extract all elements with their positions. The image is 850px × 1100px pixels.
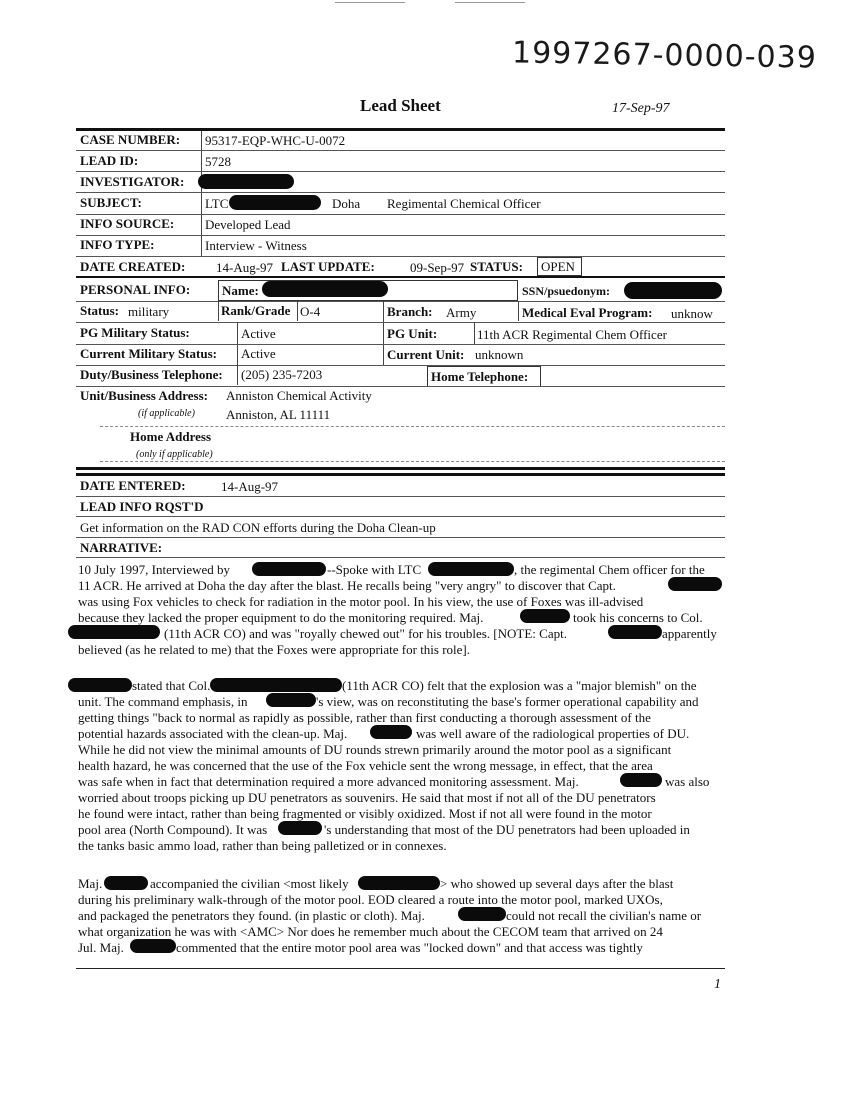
pg-unit-label: PG Unit:	[387, 326, 438, 341]
date-entered-value: 14-Aug-97	[221, 479, 279, 494]
narrative-text: took his concerns to Col.	[573, 610, 703, 625]
divider	[76, 301, 725, 302]
divider	[76, 496, 725, 497]
last-update-value: 09-Sep-97	[410, 260, 465, 275]
medical-eval-label: Medical Eval Program:	[522, 305, 653, 320]
divider	[76, 214, 725, 215]
narrative-text: Jul. Maj.	[78, 940, 124, 955]
divider	[76, 365, 725, 366]
divider	[76, 516, 725, 517]
narrative-text: he found were intact, rather than being fragmented or visibly oxidized. Most if not all were found in the motor	[78, 806, 652, 821]
medical-eval-value: unknow	[671, 306, 713, 321]
redaction	[620, 773, 662, 787]
narrative-text: 11 ACR. He arrived at Doha the day after the blast. He recalls being "very angry" to discover that Capt.	[78, 578, 616, 593]
section-rule	[76, 276, 725, 278]
current-military-status-label: Current Military Status:	[80, 346, 217, 361]
duty-phone-label: Duty/Business Telephone:	[80, 367, 223, 382]
narrative-text: was well aware of the radiological properties of DU.	[416, 726, 690, 741]
only-if-applicable-note: (only if applicable)	[136, 449, 213, 460]
redaction	[68, 678, 132, 692]
footer-rule	[76, 968, 725, 969]
divider	[76, 344, 725, 345]
narrative-text: (11th ACR CO) and was "royally chewed out" for his troubles. [NOTE: Capt.	[164, 626, 567, 641]
narrative-text: health hazard, he was concerned that the use of the Fox vehicle sent the wrong message, in effect, that the area	[78, 758, 653, 773]
divider	[76, 557, 725, 558]
narrative-text: Maj.	[78, 876, 103, 891]
report-date: 17-Sep-97	[612, 101, 670, 116]
divider	[100, 426, 725, 427]
narrative-text: apparently	[662, 626, 717, 641]
redaction	[68, 625, 160, 639]
narrative-text: worried about troops picking up DU penetrators as souvenirs. He said that most if not all of the DU penetrators	[78, 790, 656, 805]
subject-role: Regimental Chemical Officer	[387, 196, 541, 211]
narrative-text: during his preliminary walk-through of the motor pool. EOD cleared a route into the motor pool, marked UXOs,	[78, 892, 663, 907]
narrative-text: because they lacked the proper equipment to do the monitoring required. Maj.	[78, 610, 484, 625]
redaction	[262, 281, 388, 297]
duty-phone-value: (205) 235-7203	[241, 367, 323, 382]
redaction	[252, 562, 326, 576]
narrative-text: believed (as he related to me) that the Foxes were appropriate for this role].	[78, 642, 471, 657]
narrative-text: getting things "back to normal as rapidly as possible, rather than first conducting a thorough assessment of the	[78, 710, 651, 725]
narrative-text: what organization he was with <AMC> Nor does he remember much about the CECOM team that arrived on 24	[78, 924, 663, 939]
redaction	[458, 907, 506, 921]
name-label: Name:	[222, 283, 259, 298]
branch-label: Branch:	[387, 304, 433, 319]
section-rule	[76, 473, 725, 476]
pg-military-status-value: Active	[241, 326, 276, 341]
case-number-label: CASE NUMBER:	[80, 132, 181, 147]
redaction	[358, 876, 440, 890]
current-unit-label: Current Unit:	[387, 347, 465, 362]
top-rule	[76, 128, 725, 131]
personal-info-label: PERSONAL INFO:	[80, 282, 191, 297]
status-label: STATUS:	[470, 259, 523, 274]
redaction	[520, 609, 570, 623]
redaction	[266, 693, 316, 707]
home-phone-label: Home Telephone:	[431, 369, 529, 384]
mil-status-value: military	[128, 304, 170, 319]
narrative-text: potential hazards associated with the clean-up. Maj.	[78, 726, 348, 741]
rank-label: Rank/Grade	[221, 303, 291, 318]
pg-military-status-label: PG Military Status:	[80, 325, 190, 340]
lead-id-value: 5728	[205, 154, 231, 169]
redaction	[624, 282, 722, 299]
narrative-text: the tanks basic ammo load, rather than being palletized or in connexes.	[78, 838, 447, 853]
narrative-text: 's view, was on reconstituting the base's former operational capability and	[316, 694, 699, 709]
divider	[100, 461, 725, 462]
info-type-value: Interview - Witness	[205, 238, 307, 253]
ssn-label: SSN/psuedonym:	[522, 284, 611, 298]
info-source-value: Developed Lead	[205, 217, 291, 232]
narrative-text: was also	[665, 774, 710, 789]
subject-prefix: LTC	[205, 196, 229, 211]
redaction	[428, 562, 514, 576]
narrative-text: > who showed up several days after the blast	[440, 876, 674, 891]
section-rule	[76, 467, 725, 470]
narrative-text: stated that Col.	[132, 678, 211, 693]
divider	[518, 301, 519, 321]
redaction	[210, 678, 342, 692]
page-title: Lead Sheet	[360, 96, 441, 115]
case-number-value: 95317-EQP-WHC-U-0072	[205, 133, 346, 148]
current-unit-value: unknown	[475, 347, 524, 362]
lead-info-value: Get information on the RAD CON efforts during the Doha Clean-up	[80, 520, 436, 535]
unit-city-value: Anniston, AL 11111	[226, 407, 331, 422]
redaction	[278, 821, 322, 835]
divider	[76, 235, 725, 236]
narrative-text: 10 July 1997, Interviewed by	[78, 562, 231, 577]
document-number: 1997267-0000-039	[511, 35, 818, 76]
status-badge: OPEN	[537, 257, 582, 276]
divider	[76, 256, 725, 257]
redaction	[229, 195, 321, 210]
divider	[76, 386, 725, 387]
redaction	[608, 625, 662, 639]
redaction	[104, 876, 148, 890]
date-created-value: 14-Aug-97	[216, 260, 274, 275]
lead-id-label: LEAD ID:	[80, 153, 139, 168]
subject-label: SUBJECT:	[80, 195, 142, 210]
divider	[76, 537, 725, 538]
divider	[76, 171, 725, 172]
divider	[76, 150, 725, 151]
divider	[76, 322, 725, 323]
scan-mark	[455, 2, 525, 3]
narrative-text: was safe when in fact that determination required a more advanced monitoring assessment. Maj.	[78, 774, 579, 789]
narrative-text: accompanied the civilian <most likely	[150, 876, 349, 891]
current-military-status-value: Active	[241, 346, 276, 361]
redaction	[130, 939, 176, 953]
narrative-text: While he did not view the minimal amounts of DU rounds strewn primarily around the motor pool as a significant	[78, 742, 672, 757]
branch-value: Army	[446, 305, 477, 320]
narrative-text: --Spoke with LTC	[327, 562, 422, 577]
subject-location: Doha	[332, 196, 361, 211]
redaction	[668, 577, 722, 591]
divider	[237, 365, 238, 385]
last-update-label: LAST UPDATE:	[281, 259, 375, 274]
divider	[76, 192, 725, 193]
narrative-text: unit. The command emphasis, in	[78, 694, 248, 709]
mil-status-label: Status:	[80, 303, 120, 318]
divider	[383, 301, 384, 365]
page-number: 1	[714, 977, 721, 992]
narrative-text: (11th ACR CO) felt that the explosion was a "major blemish" on the	[342, 678, 697, 693]
narrative-text: 's understanding that most of the DU penetrators had been uploaded in	[324, 822, 690, 837]
narrative-text: could not recall the civilian's name or	[506, 908, 702, 923]
divider	[218, 301, 219, 321]
rank-value: O-4	[300, 304, 321, 319]
lead-info-label: LEAD INFO RQST'D	[80, 499, 204, 514]
date-entered-label: DATE ENTERED:	[80, 478, 186, 493]
divider	[474, 322, 475, 344]
if-applicable-note: (if applicable)	[138, 408, 195, 419]
narrative-text: was using Fox vehicles to check for radiation in the motor pool. In his view, the use of Foxes was ill-advised	[78, 594, 644, 609]
redaction	[198, 174, 294, 189]
narrative-text: , the regimental Chem officer for the	[514, 562, 705, 577]
info-source-label: INFO SOURCE:	[80, 216, 175, 231]
redaction	[370, 725, 412, 739]
home-address-label: Home Address	[130, 429, 212, 444]
unit-address-value: Anniston Chemical Activity	[226, 388, 372, 403]
scan-mark	[335, 2, 405, 3]
narrative-text: commented that the entire motor pool area was "locked down" and that access was tightly	[176, 940, 643, 955]
unit-address-label: Unit/Business Address:	[80, 388, 208, 403]
investigator-label: INVESTIGATOR:	[80, 174, 185, 189]
info-type-label: INFO TYPE:	[80, 237, 155, 252]
narrative-text: pool area (North Compound). It was	[78, 822, 268, 837]
date-created-label: DATE CREATED:	[80, 259, 186, 274]
divider	[297, 301, 298, 321]
narrative-label: NARRATIVE:	[80, 540, 163, 555]
pg-unit-value: 11th ACR Regimental Chem Officer	[477, 327, 667, 342]
narrative-text: and packaged the penetrators they found. (in plastic or cloth). Maj.	[78, 908, 425, 923]
